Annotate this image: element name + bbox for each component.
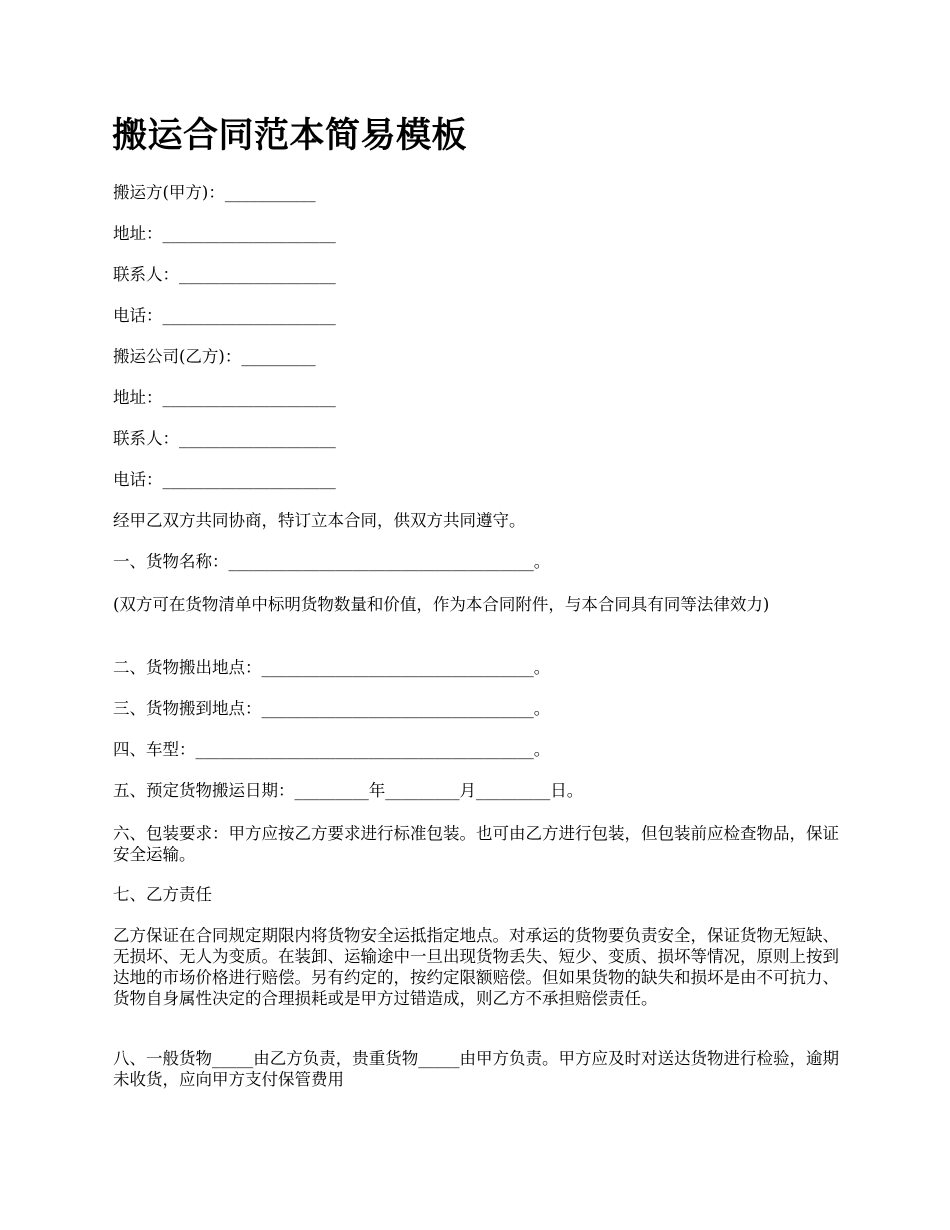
party-b-phone-line: 电话：_____________________: [113, 470, 336, 489]
party-b-contact-line: 联系人：___________________: [113, 429, 336, 448]
clause-5-moving-date: 五、预定货物搬运日期：_________年_________月_________日。: [113, 781, 584, 800]
party-a-contact-line: 联系人：___________________: [113, 265, 336, 284]
clause-6-packaging: 六、包装要求：甲方应按乙方要求进行标准包装。也可由乙方进行包装，但包装前应检查物品，保证安全运输。: [113, 824, 839, 864]
clause-2-pickup-location: 二、货物搬出地点：_________________________________。: [113, 658, 551, 677]
clause-8-handling: 八、一般货物_____由乙方负责，贵重货物_____由甲方负责。甲方应及时对送达货物进行检验，逾期未收货，应向甲方支付保管费用: [113, 1049, 839, 1089]
party-a-name-line: 搬运方(甲方)：___________: [113, 183, 316, 202]
party-b-name-line: 搬运公司(乙方)：_________: [113, 347, 316, 366]
party-a-phone-line: 电话：_____________________: [113, 306, 336, 325]
clause-1-note: (双方可在货物清单中标明货物数量和价值，作为本合同附件，与本合同具有同等法律效力): [113, 595, 770, 614]
intro-paragraph: 经甲乙双方共同协商，特订立本合同，供双方共同遵守。: [113, 511, 526, 530]
clause-3-delivery-location: 三、货物搬到地点：_________________________________。: [113, 699, 551, 718]
clause-4-vehicle-type: 四、车型：_________________________________________。: [113, 740, 551, 759]
clause-1-goods-name: 一、货物名称：_____________________________________。: [113, 552, 551, 571]
party-a-address-line: 地址：_____________________: [113, 224, 336, 243]
clause-7-heading: 七、乙方责任: [113, 885, 212, 904]
document-title: 搬运合同范本简易模板: [112, 116, 468, 156]
party-b-address-line: 地址：_____________________: [113, 388, 336, 407]
clause-7-body: 乙方保证在合同规定期限内将货物安全运抵指定地点。对承运的货物要负责安全，保证货物无短缺、无损坏、无人为变质。在装卸、运输途中一旦出现货物丢失、短少、变质、损坏等情况，原则上按到达地的市场价格进行赔偿。另有约定的，按约定限额赔偿。但如果货物的缺失和损坏是由不可抗力、货物自身属性决定的合理损耗或是甲方过错造成，则乙方不承担赔偿责任。: [113, 926, 839, 1008]
